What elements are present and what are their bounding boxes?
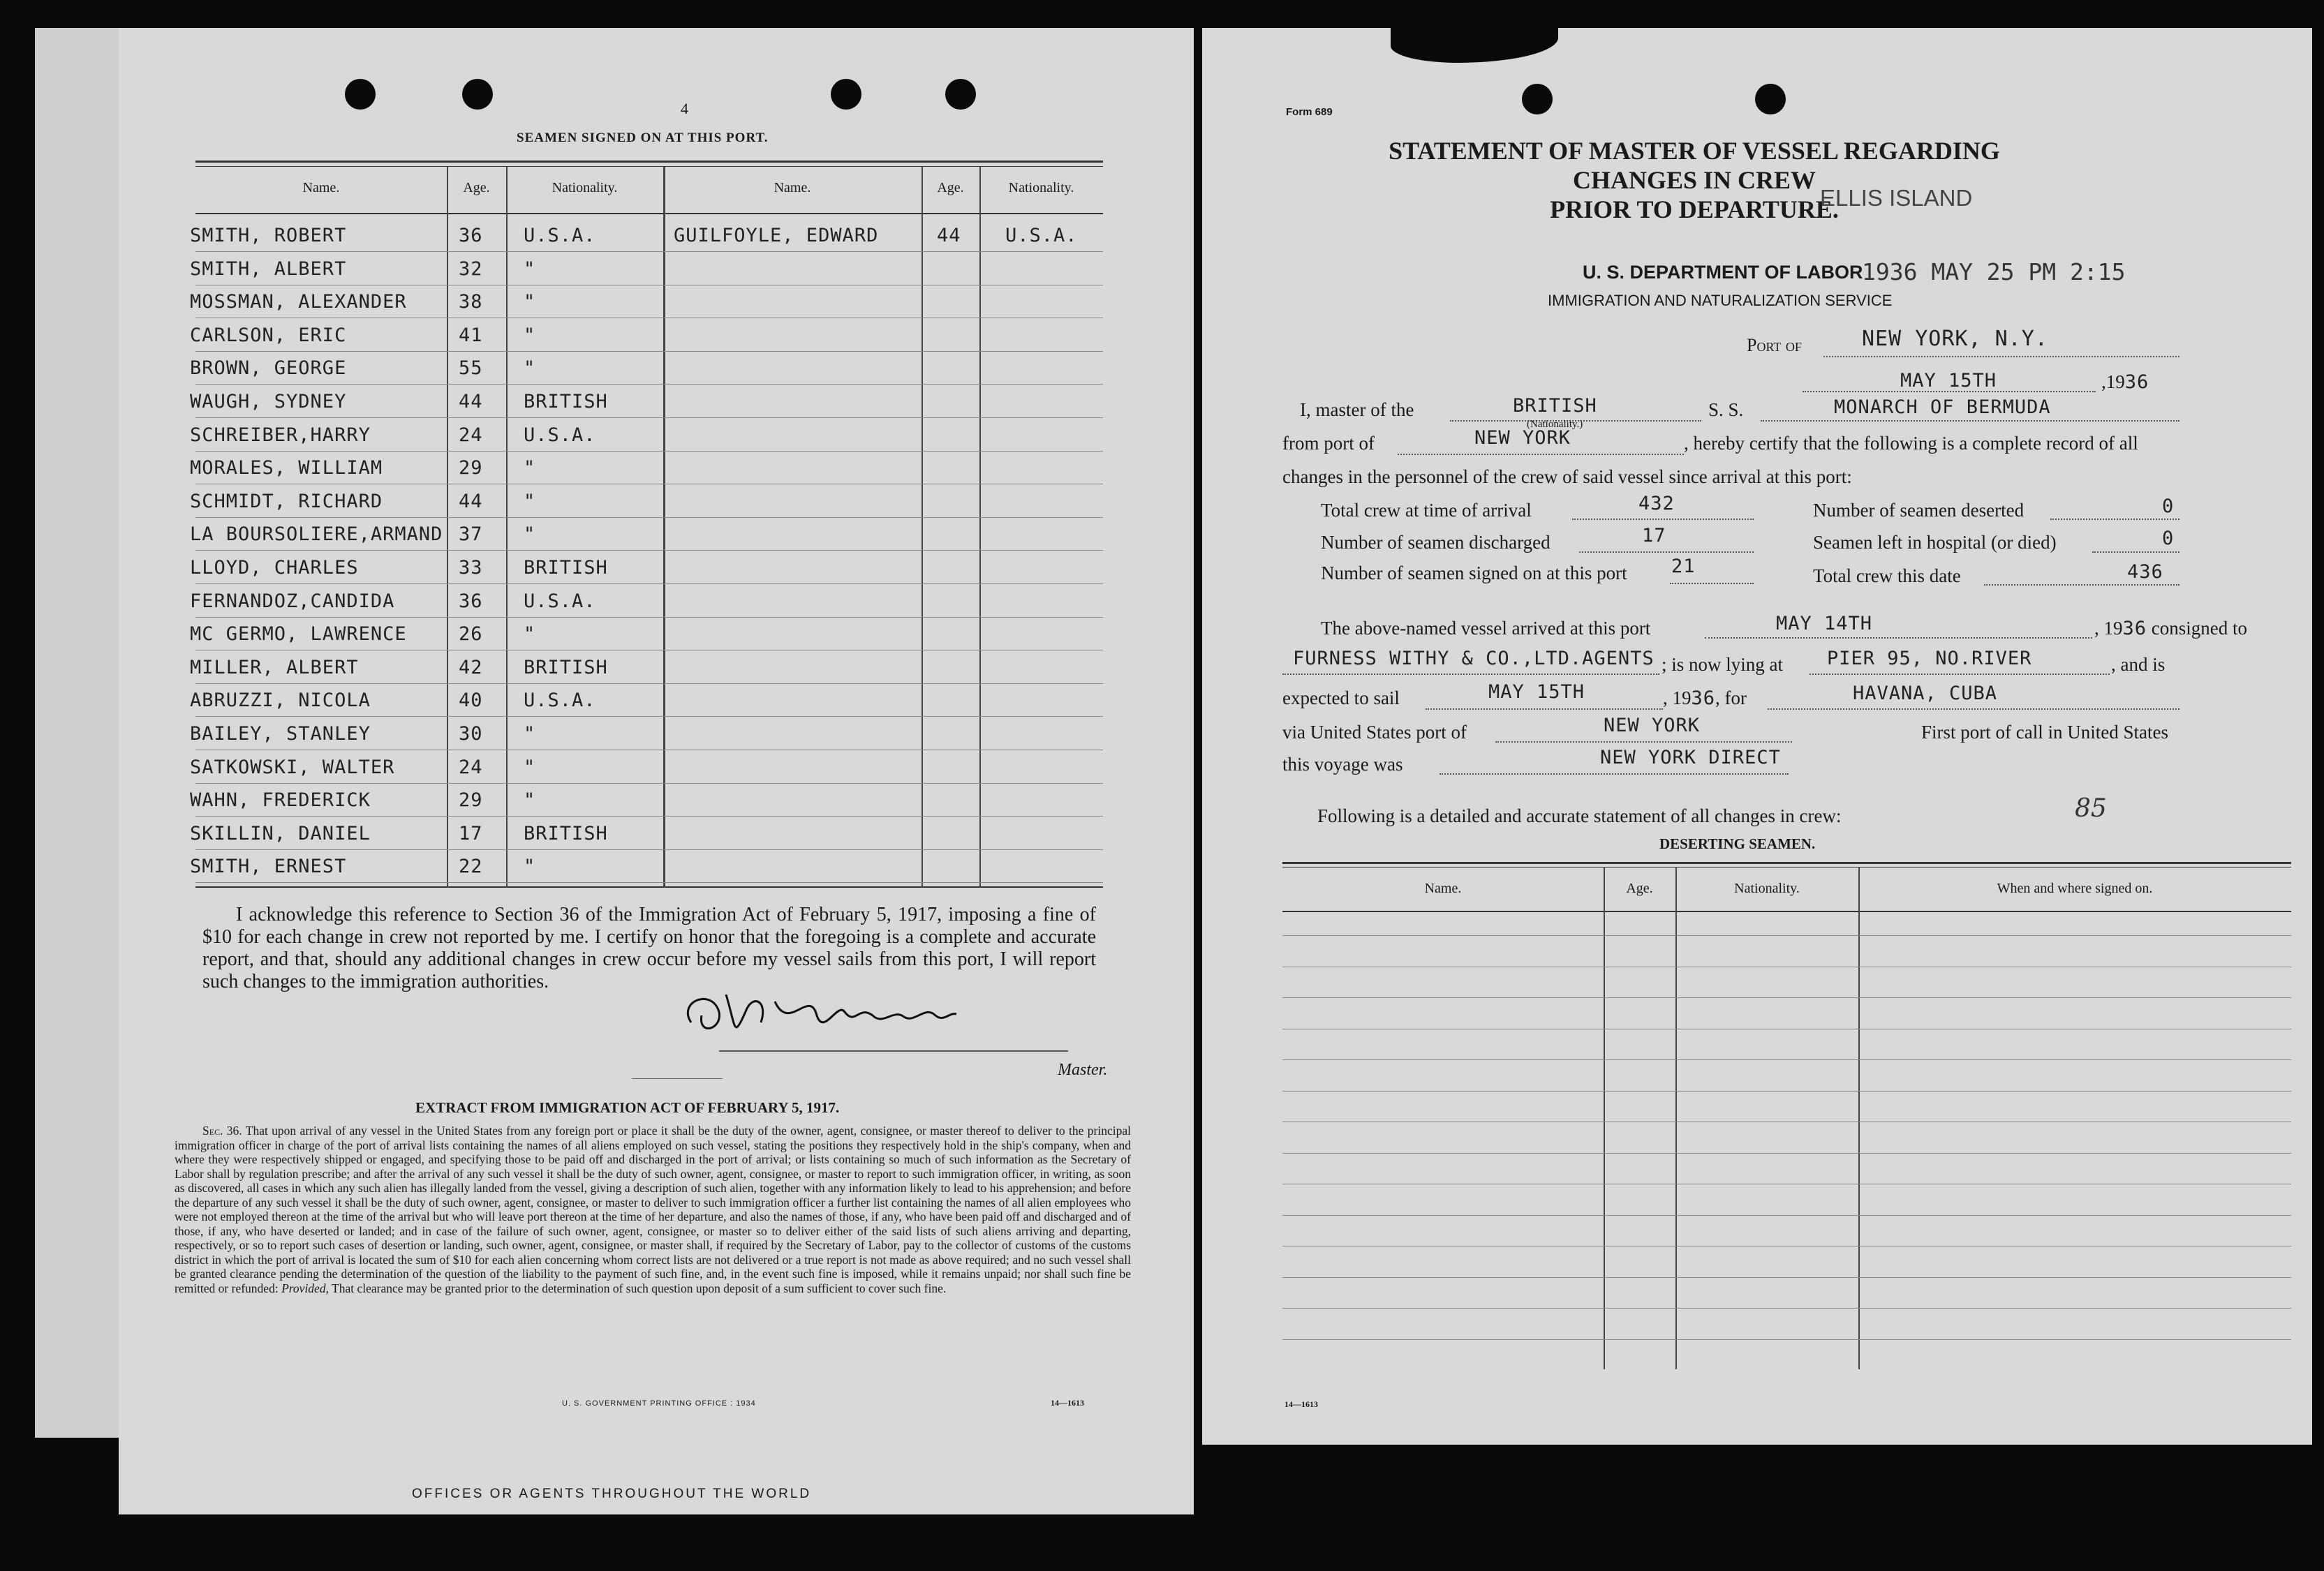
seaman-name: SMITH, ROBERT [190,225,347,246]
right-row-age: 44 [937,225,961,246]
deserting-row-rule [1282,1308,2291,1309]
port-label: Port of [1747,335,1802,355]
department: U. S. DEPARTMENT OF LABOR [1583,262,1863,283]
seaman-age: 42 [459,657,483,678]
acknowledgment-text: I acknowledge this reference to Section 36 of the Immigration Act of February 5, 1917, imposing a fine of $10 for each change in crew not reported by me. I certify on honor that the foregoing is a complete and accurate report, and that, should any additional changes in crew occur before my vessel sails from this port, I will report such changes to the immigration authorities. [202,904,1096,992]
seaman-nationality: U.S.A. [524,590,596,612]
year-prefix: 19 [2105,371,2125,392]
seaman-age: 44 [459,491,483,512]
left-form-code: 14—1613 [1051,1398,1084,1408]
changes-text: changes in the personnel of the crew of said vessel since arrival at this port: [1282,466,1852,487]
seaman-name: WAHN, FREDERICK [190,789,371,811]
punch-hole [1522,84,1553,114]
signed-on-value: 21 [1671,556,1696,577]
master-signature [670,974,970,1050]
seaman-nationality: " [524,325,536,346]
year-value: 36 [2124,371,2149,393]
seaman-age: 29 [459,789,483,811]
pier-value: PIER 95, NO.RIVER [1827,648,2032,669]
seaman-nationality: " [524,457,536,479]
col-header-name: Name. [302,180,340,195]
seaman-age: 22 [459,856,483,877]
seaman-nationality: " [524,491,536,512]
deserting-col-name: Name. [1424,881,1462,896]
destination-value: HAVANA, CUBA [1853,683,1998,704]
certify-text: , hereby certify that the following is a complete record of all [1684,433,2138,454]
hospital-label: Seamen left in hospital (or died) [1813,532,2057,553]
arrived-year-value: 36 [2122,618,2147,639]
deserting-col-nationality: Nationality. [1734,881,1800,896]
first-call-label: First port of call in United States [1921,722,2168,743]
col-header-name-2: Name. [774,180,811,195]
punch-hole [1755,84,1786,114]
seaman-name: MOSSMAN, ALEXANDER [190,291,407,313]
form-title-line1: STATEMENT OF MASTER OF VESSEL REGARDING CHANGES IN CREW [1389,137,2000,194]
seaman-nationality: BRITISH [524,657,608,678]
sail-year-value: 36 [1691,687,1716,709]
nationality-value: BRITISH [1513,395,1597,417]
extract-section: Sec. 36. [202,1124,242,1138]
voyage-value: NEW YORK DIRECT [1600,747,1781,768]
seaman-name: SMITH, ALBERT [190,258,347,280]
for-label: , for [1715,687,1747,708]
consignee-value: FURNESS WITHY & CO.,LTD.AGENTS [1293,648,1655,669]
total-crew-date-label: Total crew this date [1813,565,1961,586]
handwritten-number: 85 [2075,794,2107,823]
seaman-age: 37 [459,523,483,545]
seaman-name: MILLER, ALBERT [190,657,359,678]
seaman-nationality: " [524,357,536,379]
from-port-label: from port of [1282,433,1375,454]
and-is-text: , and is [2111,654,2166,675]
punch-hole [945,79,976,110]
seaman-age: 44 [459,391,483,412]
seaman-name: SKILLIN, DANIEL [190,823,371,844]
seaman-name: ABRUZZI, NICOLA [190,690,371,711]
right-row-nationality: U.S.A. [1005,225,1078,246]
left-page-seamen-signed-on [119,28,1194,1514]
nationality-caption: (Nationality.) [1527,419,1583,430]
deserting-row-rule [1282,997,2291,998]
extract-body: That upon arrival of any vessel in the United States from any foreign port or place it shall be the duty of the owner, agent, consignee, or master thereof to deliver to the principal immigration officer in charge of the port of arrival lists containing the names of all aliens employed on such vessel, stating the positions they respectively hold in the ship's company, when and where they were respectively shipped or engaged, and specifying those to be paid off and discharged in the port of arrival; or lists containing so much of such information as the Secretary of Labor shall by regulation prescribe; and after the arrival of any such vessel it shall be the duty of such owner, agent, consignee, or master to report to such immigration officer, in writing, as soon as discovered, all cases in which any such alien has illegally landed from the vessel, giving a description of such alien, together with any information likely to lead to his apprehension; and before the departure of any such vessel it shall be the duty of such owner, agent, consignee, or master to deliver to such immigration officer a further list containing the names of all alien employees who were not employed thereon at the time of the arrival but who will leave port thereon at the time of her departure, and also the names of those, if any, who have been paid off and discharged and of those, if any, who have deserted or landed; and in case of the failure of such owner, agent, consignee, or master so to deliver either of the said lists of such aliens arriving and departing, respectively, or so to report such cases of desertion or landing, such owner, agent, consignee, or master shall, if required by the Secretary of Labor, pay to the collector of customs of the customs district in which the port of arrival is located the sum of $10 for each alien concerning whom correct lists are not delivered or a true report is not made as above required; and no such vessel shall be granted clearance pending the determination of the question of the liability to the payment of such fine, and, in the event such fine is imposed, while it remains unpaid; nor shall such fine be remitted or refunded: [175,1124,1131,1295]
sail-date-value: MAY 15TH [1488,681,1585,703]
hospital-value: 0 [2162,528,2175,549]
seaman-name: MC GERMO, LAWRENCE [190,623,407,645]
row-rule [195,816,1103,817]
via-label: via United States port of [1282,722,1467,743]
service-name: IMMIGRATION AND NATURALIZATION SERVICE [1548,292,1893,309]
col-header-nationality: Nationality. [552,180,618,195]
deserting-col-age: Age. [1626,881,1653,896]
seaman-age: 32 [459,258,483,280]
row-rule [195,849,1103,850]
deserting-row-rule [1282,1153,2291,1154]
footer-text: OFFICES OR AGENTS THROUGHOUT THE WORLD [412,1487,812,1501]
seaman-name: BROWN, GEORGE [190,357,347,379]
voyage-label: this voyage was [1282,754,1403,775]
seaman-nationality: " [524,723,536,745]
col-header-nationality-2: Nationality. [1008,180,1074,195]
extract-title: EXTRACT FROM IMMIGRATION ACT OF FEBRUARY 5, 1917. [415,1099,840,1116]
seaman-name: WAUGH, SYDNEY [190,391,347,412]
deserting-col-signed-on: When and where signed on. [1997,881,2153,896]
seaman-nationality: BRITISH [524,823,608,844]
row-rule [195,351,1103,352]
seaman-age: 41 [459,325,483,346]
seaman-age: 29 [459,457,483,479]
seaman-age: 38 [459,291,483,313]
seaman-nationality: U.S.A. [524,424,596,446]
underlying-page-edge [35,28,126,1438]
lying-label: ; is now lying at [1661,654,1783,675]
from-port-value: NEW YORK [1474,427,1571,449]
date-value: MAY 15TH [1900,370,1997,392]
seaman-name: SMITH, ERNEST [190,856,347,877]
seaman-nationality: " [524,757,536,778]
seaman-name: SCHMIDT, RICHARD [190,491,383,512]
expected-label: expected to sail [1282,687,1400,708]
seaman-nationality: " [524,856,536,877]
ss-label: S. S. [1708,399,1744,420]
seaman-name: MORALES, WILLIAM [190,457,383,479]
arrived-label: The above-named vessel arrived at this port [1321,618,1651,639]
seaman-age: 36 [459,590,483,612]
printing-office: U. S. GOVERNMENT PRINTING OFFICE : 1934 [562,1399,756,1408]
row-rule [195,882,1103,883]
row-rule [195,251,1103,252]
torn-edge [1391,21,1558,63]
deserting-row-rule [1282,1059,2291,1060]
discharged-value: 17 [1642,525,1666,546]
form-title-line2: PRIOR TO DEPARTURE. [1550,195,1839,223]
seaman-age: 24 [459,757,483,778]
seaman-age: 55 [459,357,483,379]
punch-hole [345,79,376,110]
deserted-value: 0 [2162,496,2175,517]
seaman-age: 33 [459,557,483,579]
form-number: Form 689 [1286,106,1333,118]
row-rule [195,716,1103,717]
seaman-age: 30 [459,723,483,745]
row-rule [195,583,1103,584]
ship-name-value: MONARCH OF BERMUDA [1834,396,2051,418]
extract-provided: Provided, [281,1281,329,1295]
total-crew-date-value: 436 [2127,561,2163,583]
section-title: SEAMEN SIGNED ON AT THIS PORT. [517,131,769,145]
row-rule [195,683,1103,684]
total-crew-arrival-value: 432 [1638,493,1675,514]
seaman-nationality: U.S.A. [524,690,596,711]
seaman-age: 40 [459,690,483,711]
seaman-name: SCHREIBER,HARRY [190,424,371,446]
col-header-age-2: Age. [937,180,964,195]
deserting-row-rule [1282,935,2291,936]
seaman-nationality: BRITISH [524,391,608,412]
master-of-label: I, master of the [1300,399,1414,420]
seaman-name: SATKOWSKI, WALTER [190,757,395,778]
row-rule [195,617,1103,618]
seaman-nationality: " [524,291,536,313]
master-label: Master. [1058,1061,1108,1079]
right-form-code: 14—1613 [1285,1399,1318,1409]
extract-text [175,1124,1131,1295]
seaman-nationality: " [524,258,536,280]
following-label: Following is a detailed and accurate statement of all changes in crew: [1317,805,1842,826]
right-page-statement-of-master: Form 689 STATEMENT OF MASTER OF VESSEL REGARDING CHANGES IN CREW PRIOR TO DEPARTURE. ELLIS ISLAND U. S. DEPARTMENT OF LABOR 1936 MAY 25 PM 2:15 IMMIGRATION AND NATURALIZATION SERVICE Port of NEW YORK, N.Y. MAY 15TH ,1936 I, master of the BRITISH (Nationality.) S. S. MONARCH OF BERMUDA from port of NEW YORK , hereby certify that the following is a complete record of all changes in the personnel of the crew of said vessel since arrival at this port: Total crew at time of arrival 432 Number of seamen deserted 0 Number of seamen discharged 17 Seamen left in hospital (or died) 0 Number of seamen signed on at this port 21 Total crew this date 436 The above-named vessel arrived at this port MAY 14TH , 1936 consigned to FURNESS WITHY & CO.,LTD.AGENTS ; is now lying at PIER 95, NO.RIVER , and is expected to sail MAY 15TH , 1936, for HAVANA, CUBA via United States port of NEW YORK First port of call in United States this voyage was NEW YORK DIRECT Following is a detailed and accurate statement of all changes in crew: 85 DESERTING SEAMEN. Name. Age. Nationality. When and where signed on. 14—1613 [1202,28,2312,1445]
right-row-name: GUILFOYLE, EDWARD [674,225,879,246]
seaman-age: 17 [459,823,483,844]
signed-on-label: Number of seamen signed on at this port [1321,563,1627,583]
row-rule [195,451,1103,452]
deserting-row-rule [1282,1277,2291,1278]
total-crew-arrival-label: Total crew at time of arrival [1321,500,1532,521]
seaman-age: 24 [459,424,483,446]
row-rule [195,517,1103,518]
seaman-nationality: " [524,623,536,645]
ellis-island-stamp: ELLIS ISLAND [1820,185,1973,211]
seaman-nationality: U.S.A. [524,225,596,246]
consigned-label: consigned to [2151,618,2247,639]
seaman-nationality: " [524,523,536,545]
row-rule [195,550,1103,551]
port-value: NEW YORK, N.Y. [1862,327,2048,351]
deserting-row-rule [1282,1091,2291,1092]
seaman-name: LA BOURSOLIERE,ARMAND [190,523,443,545]
arrived-date-value: MAY 14TH [1776,613,1873,634]
seaman-nationality: BRITISH [524,557,608,579]
deserting-row-rule [1282,1215,2291,1216]
seaman-name: CARLSON, ERIC [190,325,347,346]
via-value: NEW YORK [1604,715,1701,736]
page-number: 4 [681,100,688,117]
discharged-label: Number of seamen discharged [1321,532,1550,553]
punch-hole [831,79,861,110]
extract-end: That clearance may be granted prior to the determination of such question upon deposit of a sum sufficient to cover such fine. [332,1281,947,1295]
seaman-name: BAILEY, STANLEY [190,723,371,745]
punch-hole [462,79,493,110]
date-received-stamp: 1936 MAY 25 PM 2:15 [1862,258,2126,285]
deserting-row-rule [1282,1339,2291,1340]
seaman-age: 26 [459,623,483,645]
seaman-age: 36 [459,225,483,246]
col-header-age: Age. [463,180,490,195]
row-rule [195,783,1103,784]
seaman-name: FERNANDOZ,CANDIDA [190,590,395,612]
row-rule [195,384,1103,385]
row-rule [195,417,1103,418]
seaman-nationality: " [524,789,536,811]
deserting-title: DESERTING SEAMEN. [1659,835,1816,852]
seaman-name: LLOYD, CHARLES [190,557,359,579]
deserted-label: Number of seamen deserted [1813,500,2025,521]
